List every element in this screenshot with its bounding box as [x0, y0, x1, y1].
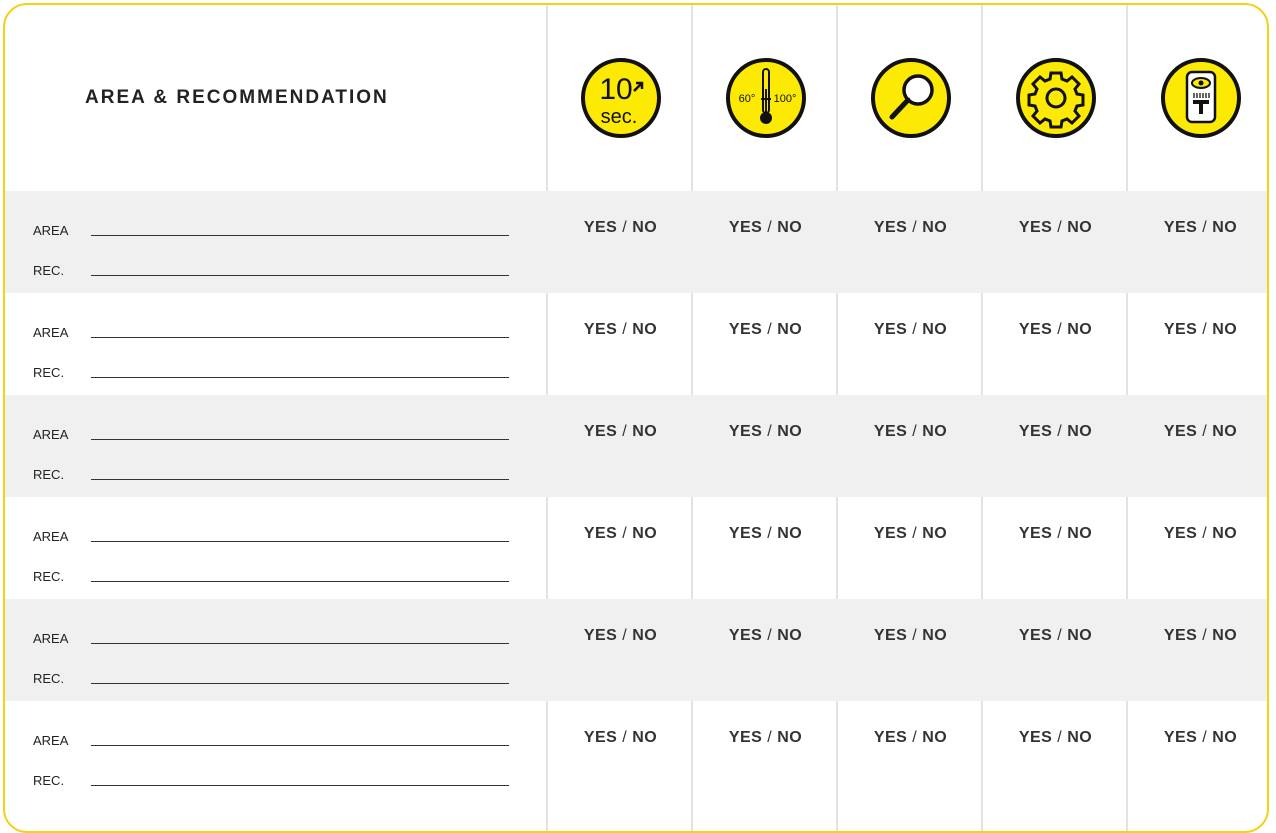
rec-input-line[interactable] [91, 683, 509, 684]
yes-no-choice[interactable] [1128, 423, 1269, 441]
yes-no-choice[interactable] [693, 321, 838, 339]
yes-no-choice[interactable] [983, 525, 1128, 543]
yes-no-choice[interactable] [1128, 525, 1269, 543]
separator: / [767, 423, 773, 440]
separator: / [767, 525, 773, 542]
separator: / [622, 321, 628, 338]
no-option[interactable]: NO [632, 423, 658, 440]
yes-option[interactable]: YES [1163, 525, 1198, 542]
no-option[interactable]: NO [777, 423, 803, 440]
separator: / [622, 219, 628, 236]
area-input-line[interactable] [91, 541, 509, 542]
area-label: AREA [33, 631, 69, 646]
rec-input-line[interactable] [91, 479, 509, 480]
separator: / [767, 321, 773, 338]
yes-option[interactable]: YES [583, 423, 618, 440]
yes-no-choice[interactable] [983, 423, 1128, 441]
no-option[interactable]: NO [777, 627, 803, 644]
rec-label: REC. [33, 467, 65, 482]
yes-option[interactable]: YES [728, 627, 763, 644]
separator: / [1202, 321, 1208, 338]
yes-no-choice[interactable] [548, 525, 693, 543]
no-option[interactable]: NO [632, 219, 658, 236]
yes-no-choice[interactable] [548, 627, 693, 645]
no-option[interactable]: NO [632, 729, 658, 746]
yes-option[interactable]: YES [583, 627, 618, 644]
yes-option[interactable]: YES [583, 219, 618, 236]
magnifier-icon [870, 57, 952, 139]
rec-input-line[interactable] [91, 275, 509, 276]
rec-label: REC. [33, 263, 65, 278]
yes-no-choice[interactable] [983, 219, 1128, 237]
yes-no-choice[interactable] [838, 525, 983, 543]
yes-no-choice[interactable] [693, 729, 838, 747]
table-row [5, 497, 1269, 599]
separator: / [1057, 219, 1063, 236]
table-row [5, 293, 1269, 395]
yes-option[interactable]: YES [873, 321, 908, 338]
rec-input-line[interactable] [91, 377, 509, 378]
yes-option[interactable]: YES [728, 321, 763, 338]
yes-no-choice[interactable] [838, 321, 983, 339]
rec-label: REC. [33, 773, 65, 788]
header-title: AREA & RECOMMENDATION [85, 87, 389, 108]
svg-text:100°: 100° [773, 93, 796, 105]
separator: / [622, 627, 628, 644]
separator: / [912, 525, 918, 542]
separator: / [1202, 627, 1208, 644]
no-option[interactable]: NO [777, 729, 803, 746]
rec-label: REC. [33, 365, 65, 380]
yes-option[interactable]: YES [1163, 729, 1198, 746]
yes-option[interactable]: YES [728, 219, 763, 236]
column-header [548, 5, 693, 191]
yes-option[interactable]: YES [728, 525, 763, 542]
area-input-line[interactable] [91, 337, 509, 338]
no-option[interactable]: NO [1067, 321, 1093, 338]
separator: / [767, 729, 773, 746]
separator: / [767, 219, 773, 236]
gear-icon [1015, 57, 1097, 139]
svg-text:10: 10 [598, 73, 633, 106]
yes-no-choice[interactable] [548, 321, 693, 339]
yes-no-choice[interactable] [1128, 321, 1269, 339]
yes-no-choice[interactable] [1128, 219, 1269, 237]
no-option[interactable]: NO [1212, 219, 1238, 236]
yes-no-choice[interactable] [838, 729, 983, 747]
thermometer-icon [725, 57, 807, 139]
no-option[interactable]: NO [1212, 321, 1238, 338]
yes-option[interactable]: YES [873, 219, 908, 236]
separator: / [1057, 525, 1063, 542]
rec-label: REC. [33, 569, 65, 584]
yes-option[interactable]: YES [1163, 423, 1198, 440]
yes-option[interactable]: YES [1018, 219, 1053, 236]
separator: / [622, 729, 628, 746]
yes-no-choice[interactable] [838, 219, 983, 237]
yes-no-choice[interactable] [983, 627, 1128, 645]
no-option[interactable]: NO [1067, 219, 1093, 236]
yes-no-choice[interactable] [693, 525, 838, 543]
separator: / [767, 627, 773, 644]
column-header [983, 5, 1128, 191]
rec-input-line[interactable] [91, 581, 509, 582]
separator: / [622, 525, 628, 542]
separator: / [912, 423, 918, 440]
no-option[interactable]: NO [1212, 729, 1238, 746]
no-option[interactable]: NO [777, 219, 803, 236]
no-option[interactable]: NO [1067, 423, 1093, 440]
yes-no-choice[interactable] [548, 219, 693, 237]
rec-label: REC. [33, 671, 65, 686]
table-header [5, 5, 1269, 191]
separator: / [1057, 321, 1063, 338]
separator: / [1202, 729, 1208, 746]
column-header [693, 5, 838, 191]
no-option[interactable]: NO [922, 321, 948, 338]
yes-no-choice[interactable] [548, 729, 693, 747]
area-input-line[interactable] [91, 745, 509, 746]
yes-option[interactable]: YES [1018, 321, 1053, 338]
separator: / [622, 423, 628, 440]
separator: / [1202, 525, 1208, 542]
yes-no-choice[interactable] [693, 219, 838, 237]
no-option[interactable]: NO [922, 729, 948, 746]
yes-option[interactable]: YES [873, 627, 908, 644]
column-header [838, 5, 983, 191]
yes-option[interactable]: YES [583, 321, 618, 338]
yes-option[interactable]: YES [583, 729, 618, 746]
yes-no-choice[interactable] [838, 627, 983, 645]
yes-option[interactable]: YES [1018, 627, 1053, 644]
yes-option[interactable]: YES [1018, 525, 1053, 542]
separator: / [912, 729, 918, 746]
svg-text:60°: 60° [738, 93, 755, 105]
no-option[interactable]: NO [1212, 423, 1238, 440]
no-option[interactable]: NO [632, 627, 658, 644]
yes-option[interactable]: YES [873, 729, 908, 746]
no-option[interactable]: NO [632, 321, 658, 338]
yes-no-choice[interactable] [693, 423, 838, 441]
column-header [1128, 5, 1269, 191]
eye-wash-icon [1160, 57, 1242, 139]
rec-input-line[interactable] [91, 785, 509, 786]
checklist-table [3, 3, 1269, 833]
yes-option[interactable]: YES [1163, 219, 1198, 236]
no-option[interactable]: NO [1067, 729, 1093, 746]
yes-option[interactable]: YES [1163, 321, 1198, 338]
table-row [5, 395, 1269, 497]
separator: / [1057, 627, 1063, 644]
yes-no-choice[interactable] [983, 729, 1128, 747]
separator: / [912, 627, 918, 644]
yes-no-choice[interactable] [1128, 729, 1269, 747]
table-row [5, 701, 1269, 803]
no-option[interactable]: NO [922, 525, 948, 542]
separator: / [1202, 423, 1208, 440]
area-label: AREA [33, 427, 69, 442]
area-label: AREA [33, 223, 69, 238]
table-row [5, 191, 1269, 293]
yes-option[interactable]: YES [873, 525, 908, 542]
yes-no-choice[interactable] [693, 627, 838, 645]
no-option[interactable]: NO [922, 219, 948, 236]
separator: / [912, 219, 918, 236]
area-label: AREA [33, 733, 69, 748]
area-label: AREA [33, 529, 69, 544]
area-input-line[interactable] [91, 235, 509, 236]
svg-text:sec.: sec. [600, 106, 637, 128]
no-option[interactable]: NO [1067, 525, 1093, 542]
yes-option[interactable]: YES [873, 423, 908, 440]
no-option[interactable]: NO [1212, 525, 1238, 542]
no-option[interactable]: NO [632, 525, 658, 542]
yes-option[interactable]: YES [728, 729, 763, 746]
no-option[interactable]: NO [777, 525, 803, 542]
yes-option[interactable]: YES [1018, 423, 1053, 440]
area-label: AREA [33, 325, 69, 340]
yes-option[interactable]: YES [583, 525, 618, 542]
yes-option[interactable]: YES [728, 423, 763, 440]
no-option[interactable]: NO [922, 423, 948, 440]
timer-10-seconds-icon [580, 57, 662, 139]
separator: / [912, 321, 918, 338]
separator: / [1057, 729, 1063, 746]
yes-no-choice[interactable] [983, 321, 1128, 339]
table-row [5, 599, 1269, 701]
no-option[interactable]: NO [777, 321, 803, 338]
yes-no-choice[interactable] [1128, 627, 1269, 645]
area-input-line[interactable] [91, 439, 509, 440]
separator: / [1057, 423, 1063, 440]
no-option[interactable]: NO [1212, 627, 1238, 644]
separator: / [1202, 219, 1208, 236]
yes-option[interactable]: YES [1018, 729, 1053, 746]
area-input-line[interactable] [91, 643, 509, 644]
no-option[interactable]: NO [1067, 627, 1093, 644]
yes-option[interactable]: YES [1163, 627, 1198, 644]
yes-no-choice[interactable] [838, 423, 983, 441]
yes-no-choice[interactable] [548, 423, 693, 441]
no-option[interactable]: NO [922, 627, 948, 644]
